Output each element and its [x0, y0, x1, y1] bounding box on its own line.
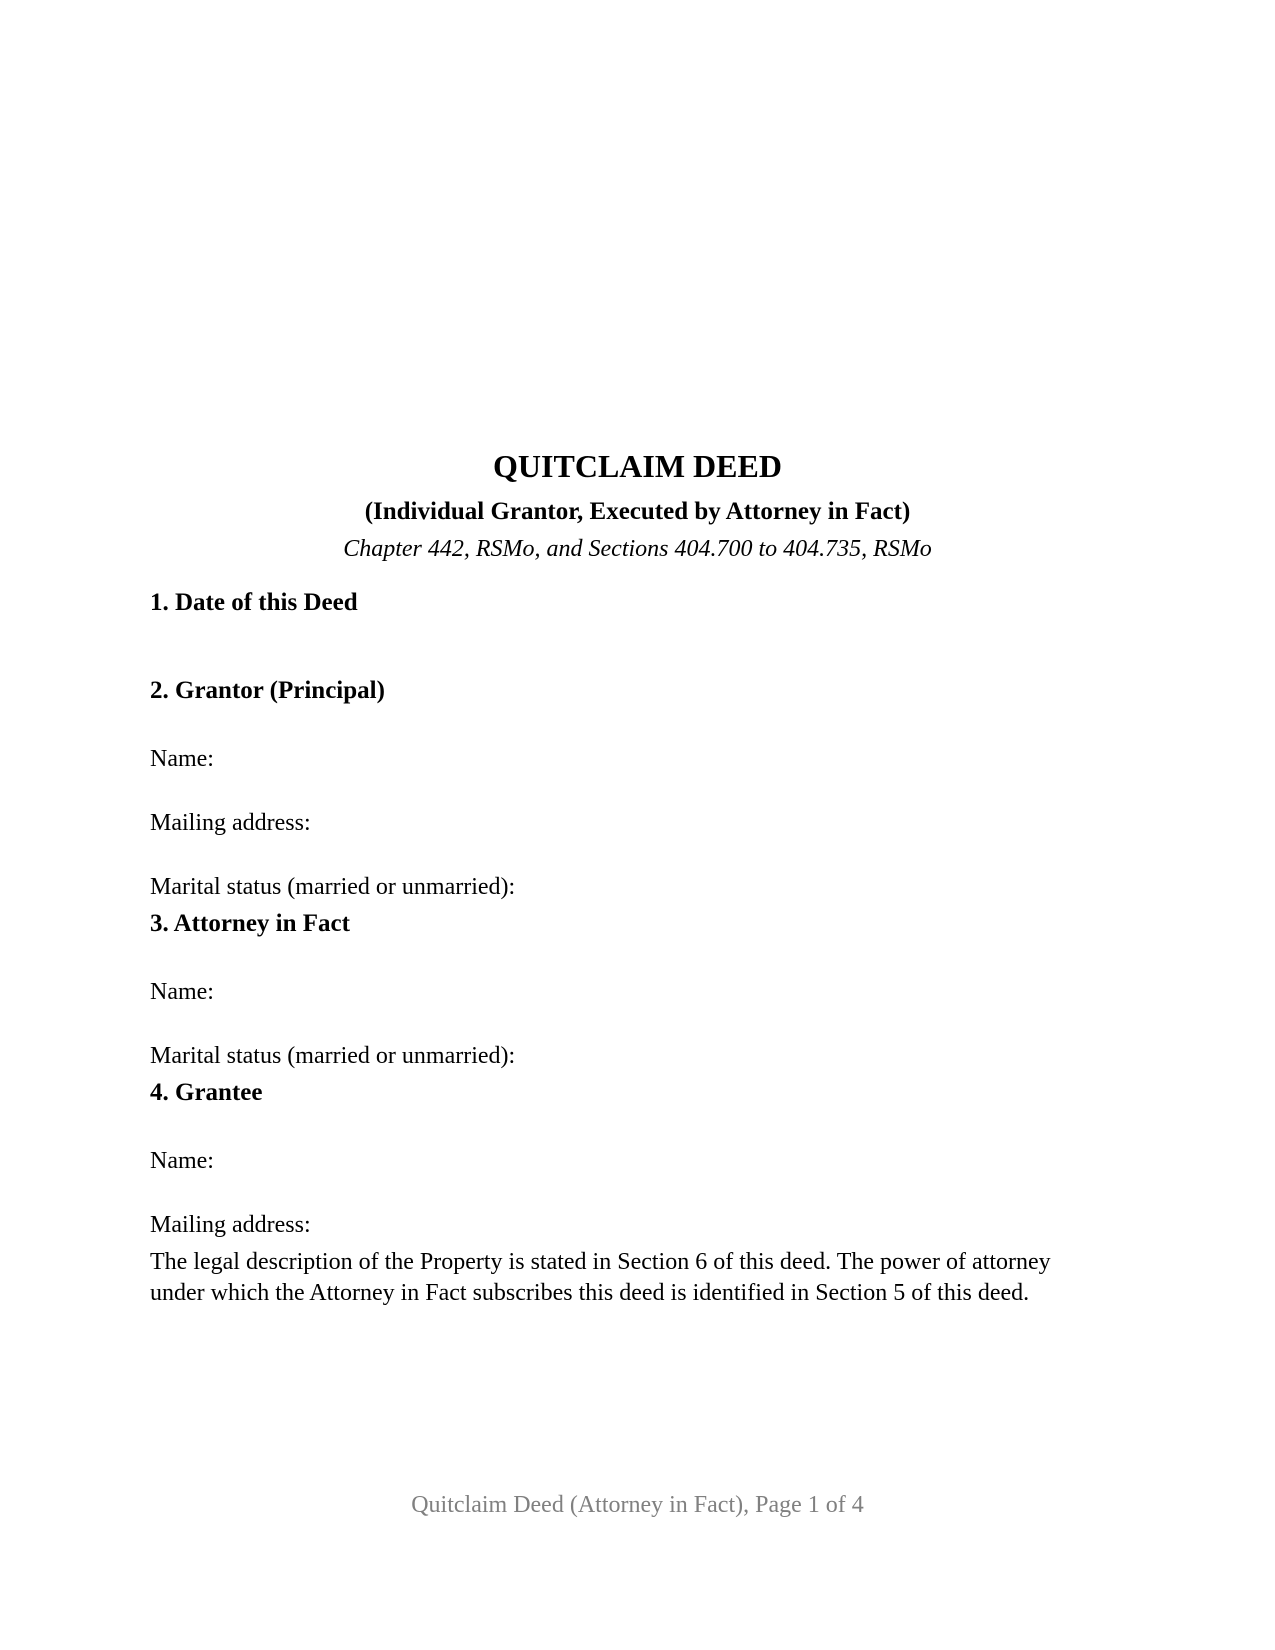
- section-2-heading: 2. Grantor (Principal): [150, 677, 385, 704]
- grantee-mailing-address-label: Mailing address:: [150, 1212, 311, 1238]
- attorney-name-label: Name:: [150, 979, 214, 1005]
- grantee-name-label: Name:: [150, 1148, 214, 1174]
- grantor-name-label: Name:: [150, 746, 214, 772]
- attorney-marital-status-label: Marital status (married or unmarried):: [150, 1043, 516, 1069]
- section-4-heading: 4. Grantee: [150, 1079, 263, 1106]
- grantor-marital-status-label: Marital status (married or unmarried):: [150, 874, 516, 900]
- grantor-mailing-address-label: Mailing address:: [150, 810, 311, 836]
- page-footer: Quitclaim Deed (Attorney in Fact), Page 1 of 4: [411, 1492, 864, 1518]
- statute-reference: Chapter 442, RSMo, and Sections 404.700 to 404.735, RSMo: [343, 536, 932, 562]
- document-title: QUITCLAIM DEED: [493, 448, 782, 484]
- legal-description-note: The legal description of the Property is stated in Section 6 of this deed. The power of attorney under which the Attorney in Fact subscribes this deed is identified in Section 5 of this deed.: [150, 1249, 1051, 1306]
- document-subtitle: (Individual Grantor, Executed by Attorney in Fact): [364, 498, 911, 525]
- section-3-heading: 3. Attorney in Fact: [150, 910, 350, 937]
- section-1-heading: 1. Date of this Deed: [150, 589, 358, 616]
